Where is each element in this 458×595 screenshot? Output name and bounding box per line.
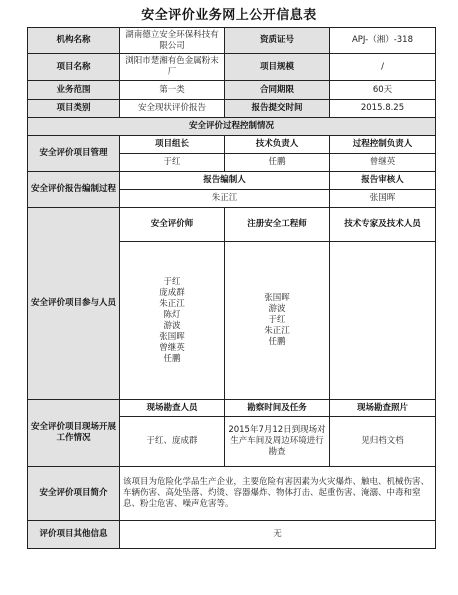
process-section-title: 安全评价过程控制情况 [28, 118, 436, 136]
period-label: 合同期限 [225, 81, 330, 100]
tech-header: 技术负责人 [225, 136, 330, 154]
reviewer-value: 张国晖 [330, 190, 436, 208]
table-row [28, 172, 436, 190]
table-row [28, 54, 436, 81]
time-value: 2015年7月12日到现场对生产车间及周边环境进行勘查 [225, 417, 330, 467]
assessor-name: 曾继英 [159, 342, 185, 353]
engineer-list [225, 242, 330, 400]
table-row [28, 136, 436, 154]
submit-value: 2015.8.25 [330, 100, 436, 118]
scale-value: / [330, 54, 436, 81]
submit-label: 报告提交时间 [225, 100, 330, 118]
type-label: 项目类别 [28, 100, 120, 118]
type-value: 安全现状评价报告 [120, 100, 225, 118]
table-row [28, 400, 436, 417]
writer-value: 朱正江 [120, 190, 330, 208]
org-label: 机构名称 [28, 28, 120, 54]
table-row [28, 467, 436, 521]
reviewer-header: 报告审核人 [330, 172, 436, 190]
engineer-name: 游波 [268, 304, 286, 314]
scope-value: 第一类 [120, 81, 225, 100]
table-row [28, 81, 436, 100]
table-row [28, 208, 436, 242]
photo-header: 现场勘查照片 [330, 400, 436, 417]
project-label: 项目名称 [28, 54, 120, 81]
cert-value: APJ-（湘）-318 [330, 28, 436, 54]
summary-label: 安全评价项目简介 [28, 467, 120, 521]
assessor-name: 张国晖 [159, 331, 185, 342]
leader-header: 项目组长 [120, 136, 225, 154]
info-table [27, 27, 436, 549]
staff-value: 于红、庞成群 [120, 417, 225, 467]
table-row [28, 100, 436, 118]
cert-label: 资质证号 [225, 28, 330, 54]
report-label: 安全评价报告编制过程 [28, 172, 120, 208]
assessor-list [120, 242, 225, 400]
page-title: 安全评价业务网上公开信息表 [141, 8, 317, 23]
engineer-name: 张国晖 [264, 293, 290, 303]
site-label: 安全评价项目现场开展工作情况 [28, 400, 120, 467]
other-label: 评价项目其他信息 [28, 521, 120, 549]
tech-value: 任鹏 [225, 154, 330, 172]
mgmt-label: 安全评价项目管理 [28, 136, 120, 172]
project-value: 浏阳市楚湘有色金属粉末厂 [120, 54, 225, 81]
assessor-name: 游波 [163, 320, 181, 331]
period-value: 60天 [330, 81, 436, 100]
ctrl-value: 曾继英 [330, 154, 436, 172]
table-row [28, 28, 436, 54]
other-value: 无 [120, 521, 436, 549]
scope-label: 业务范围 [28, 81, 120, 100]
engineer-name: 朱正江 [264, 326, 290, 336]
assessor-name: 陈灯 [163, 309, 181, 320]
expert-header: 技术专家及技术人员 [330, 208, 436, 242]
scale-label: 项目规模 [225, 54, 330, 81]
staff-header: 现场勘查人员 [120, 400, 225, 417]
assessor-name: 任鹏 [163, 353, 181, 364]
assessor-name: 庞成群 [159, 287, 185, 298]
assessor-name: 朱正江 [159, 298, 185, 309]
personnel-label: 安全评价项目参与人员 [28, 208, 120, 400]
table-row [28, 118, 436, 136]
assessor-header: 安全评价师 [120, 208, 225, 242]
leader-value: 于红 [120, 154, 225, 172]
org-value: 湖南德立安全环保科技有限公司 [120, 28, 225, 54]
table-row [28, 521, 436, 549]
summary-text: 该项目为危险化学品生产企业，主要危险有害因素为火灾爆炸、触电、机械伤害、车辆伤害、高处坠落、灼烫、容器爆炸、物体打击、起重伤害、淹溺、中毒和窒息、粉尘危害、噪声危害等。 [120, 467, 436, 521]
engineer-header: 注册安全工程师 [225, 208, 330, 242]
ctrl-header: 过程控制负责人 [330, 136, 436, 154]
assessor-name: 于红 [163, 276, 181, 287]
expert-list [330, 242, 436, 400]
photo-value: 见归档文档 [330, 417, 436, 467]
engineer-name: 于红 [268, 315, 286, 325]
time-header: 勘察时间及任务 [225, 400, 330, 417]
writer-header: 报告编制人 [120, 172, 330, 190]
engineer-name: 任鹏 [268, 337, 286, 347]
